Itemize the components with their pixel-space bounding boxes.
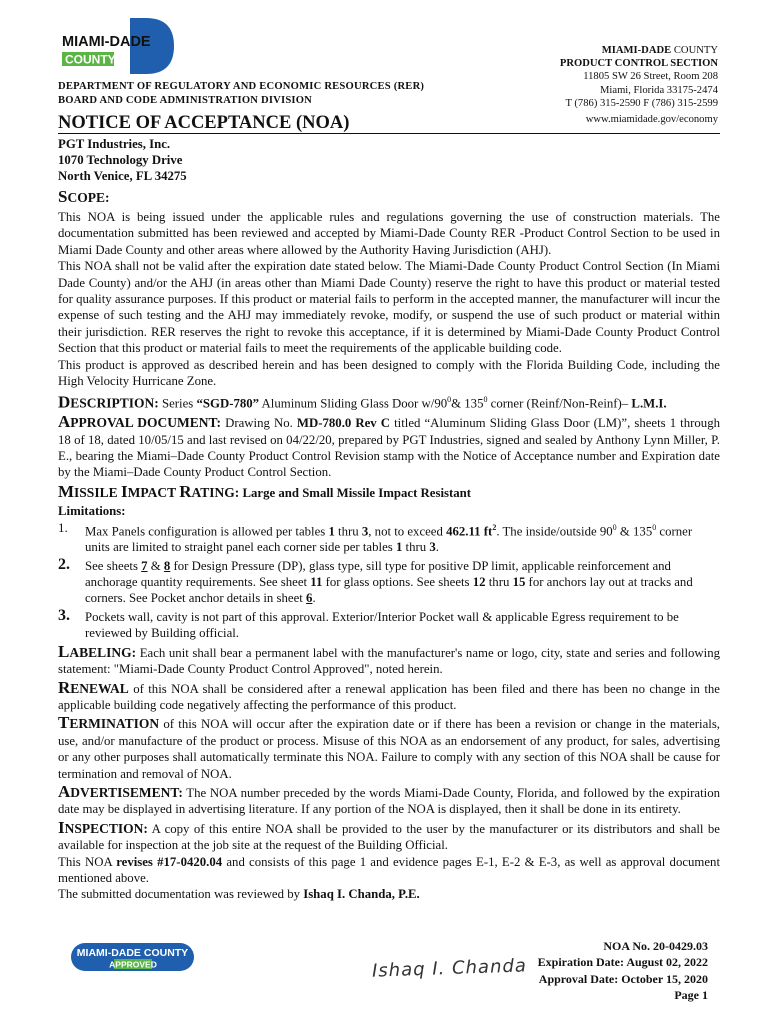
missile-rating: Large and Small Missile Impact Resistant (239, 485, 472, 500)
approved-stamp-logo (70, 942, 195, 972)
description-section: DESCRIPTION: Series “SGD-780” Aluminum Sliding Glass Door $w/90^0\&$ $135^0$ corner (Reinf/Non-Reinf)– L.M.I. (58, 392, 667, 412)
limitation-item-2: 2. See sheets 7 & 8 for Design Pressure (DP), glass type, sill type for positive DP limit, applicable reinforcement and anchorage quantity requirements. See sheet 11 for glass options. See sheets 12 thru 15 for anchors lay out at tracks and corners. See Pocket anchor details in sheet 6. (58, 555, 693, 606)
revision-note: This NOA revises #17-0420.04 and consists of this page 1 and evidence pages E-1, E-2 & E-3, as well as approval document mentioned above. (58, 854, 721, 885)
reviewer-note: The submitted documentation was reviewed by Ishaq I. Chanda, P.E. (58, 887, 420, 902)
termination-section: TERMINATION of this NOA will occur after the expiration date or if there has been a revision or change in the materials, use, and/or manufacture of the product or process. Misuse of this NOA as an endorsement of any product, for sales, advertising or any other purposes shall automatically terminate this NOA. Failure to comply with any section of this NOA shall be cause for termination and removal of NOA. (58, 713, 720, 781)
reviewer-name: Ishaq I. Chanda, P.E. (303, 887, 420, 902)
termination-text: of this NOA will occur after the expiration date or if there has been a revision or change in the materials, use, and/or manufacture of the product or process. Misuse of this NOA as an endorsement of any product, for sales, advertising or any other purposes shall automatically terminate this NOA. Failure to comply with any section of this NOA shall be cause for termination and removal of NOA. (58, 717, 720, 781)
approval-heading-cap: A (58, 412, 71, 432)
hdr-county-bold: MIAMI-DADE (601, 45, 672, 56)
reviewer-signature: Ishaq I. Chanda (371, 955, 528, 982)
miami-dade-logo (60, 16, 175, 78)
drawing-number: MD-780.0 Rev C (296, 416, 391, 431)
limitations-list (58, 520, 720, 642)
advertisement-text: The NOA number preceded by the words Miami-Dade County, Florida, and followed by the expiration date may be displayed in advertising literature. If any portion of the NOA is displayed, then it shall be done in its entirety. (58, 785, 720, 817)
scope-heading-rest: COPE: (67, 190, 110, 205)
department-header (58, 80, 424, 108)
limitation-item-3: 3. Pockets wall, cavity is not part of this approval. Exterior/Interior Pocket wall & applicable Egress requirement to be reviewed by Building official. (58, 606, 679, 641)
company-address (58, 136, 187, 184)
division-line: BOARD AND CODE ADMINISTRATION DIVISION (58, 95, 313, 106)
description-heading-rest: ESCRIPTION: (70, 395, 159, 411)
noa-footer (538, 938, 708, 1004)
logo-county-text: COUNTY (65, 52, 116, 67)
renewal-text: of this NOA shall be considered after a renewal application has been filed and there has been no change in the applicable building code negatively affecting the performance of this product. (58, 681, 720, 712)
approval-date: Approval Date: October 15, 2020 (538, 971, 708, 986)
product-control-header (560, 44, 718, 126)
company-street: 1070 Technology Drive (58, 153, 183, 167)
approval-section: APPROVAL DOCUMENT: Drawing No. MD-780.0 Rev C titled “Aluminum Sliding Glass Door (LM)”, sheets 1 through 18 of 18, dated 10/05/15 and last revised on 04/22/20, prepared by PGT Industries, signed and sealed by Anthony Lynn Miller, P. E., bearing the Miami–Dade County Product Control Revision stamp with the Notice of Acceptance number and Expiration date by the Miami–Dade County Product Control Section. (58, 412, 720, 480)
labeling-section: LABELING: Each unit shall bear a permanent label with the manufacturer's name or logo, city, state and series and following statement: "Miami-Dade County Product Control Approved", noted herein. (58, 641, 720, 677)
page-number: Page 1 (674, 988, 708, 1003)
scope-paragraph-3: This product is approved as described herein and has been designed to comply with the Florida Building Code, including the High Velocity Hurricane Zone. (58, 357, 720, 389)
noa-number: NOA No. 20-0429.03 (603, 939, 708, 953)
stamp-approved-text: APPROVED (109, 959, 157, 970)
hdr-city: Miami, Florida 33175-2474 (600, 84, 718, 96)
hdr-website: www.miamidade.gov/economy (585, 114, 718, 126)
missile-impact-section: MISSILE IMPACT RATING: Large and Small Missile Impact Resistant (58, 481, 472, 501)
title-rule (58, 133, 720, 134)
inspection-text: A copy of this entire NOA shall be provided to the user by the manufacturer or its distributors and shall be available for inspection at the job site at the request of the Building Official. (58, 821, 720, 853)
inspection-section: INSPECTION: A copy of this entire NOA shall be provided to the user by the manufacturer or its distributors and shall be available for inspection at the job site at the request of the Building Official. This NOA revises #17-0420.04 and consists of this page 1 and evidence pages E-1, E-2 & E-3, as well as approval document mentioned above. The submitted documentation was reviewed by Ishaq I. Chanda, P.E. (58, 817, 721, 902)
hdr-phone: T (786) 315-2590 F (786) 315-2599 (565, 97, 718, 109)
renewal-section: RENEWAL of this NOA shall be considered after a renewal application has been filed and there has been no change in the applicable building code negatively affecting the performance of this product. (58, 677, 720, 712)
noa-body (58, 187, 720, 903)
limitations-section (58, 503, 720, 642)
page-title: NOTICE OF ACCEPTANCE (NOA) (58, 113, 350, 133)
expiration-date: Expiration Date: August 02, 2022 (537, 955, 708, 970)
limitation-item-1: 1. Max Panels configuration is allowed per tables 1 thru 3, not to exceed 462.11 $ft^2$. The inside/outside $90^0$ & $135^0$ corner units are limited to straight panel each corner side per tables 1 thru 3. (58, 519, 693, 555)
hdr-street: 11805 SW 26 Street, Room 208 (583, 71, 718, 83)
dept-line: DEPARTMENT OF REGULATORY AND ECONOMIC RESOURCES (RER) (58, 81, 425, 92)
limitations-label: Limitations: (58, 504, 126, 519)
stamp-county-text: MIAMI-DADE COUNTY (76, 947, 189, 959)
company-name: PGT Industries, Inc. (58, 137, 171, 151)
scope-heading-cap: S (58, 187, 68, 206)
description-heading-cap: D (58, 392, 71, 412)
scope-section (58, 187, 720, 389)
hdr-county-rest: COUNTY (671, 45, 718, 56)
advertisement-section: ADVERTISEMENT: The NOA number preceded by the words Miami-Dade County, Florida, and followed by the expiration date may be displayed in advertising literature. If any portion of the NOA is displayed, then it shall be done in its entirety. (58, 781, 720, 817)
logo-miami-dade-text: MIAMI-DADE (62, 34, 151, 50)
labeling-text: Each unit shall bear a permanent label with the manufacturer's name or logo, city, state and series and following statement: "Miami-Dade County Product Control Approved", noted herein. (58, 645, 720, 677)
company-city: North Venice, FL 34275 (58, 169, 187, 183)
hdr-section: PRODUCT CONTROL SECTION (559, 58, 718, 70)
scope-paragraph-2: This NOA shall not be valid after the expiration date stated below. The Miami-Dade County Product Control Section (In Miami Dade County) and/or the AHJ (in areas other than Miami Dade County) reserve the right to have this product or material tested for quality assurance purposes. If this product or material fails to perform in the accepted manner, the manufacturer will incur the expense of such testing and the AHJ may immediately revoke, modify, or suspend the use of such product or material within their jurisdiction. RER reserves the right to revoke this acceptance, if it is determined by Miami-Dade County Product Control Section that this product or material fails to meet the requirements of the applicable building code. (58, 259, 720, 356)
scope-paragraph-1: This NOA is being issued under the applicable rules and regulations governing the use of construction materials. The documentation submitted has been reviewed and accepted by Miami-Dade County RER -Product Control Section to be used in Miami Dade County and other areas where allowed by the Authority Having Jurisdiction (AHJ). (58, 210, 720, 257)
approval-heading-rest: PPROVAL DOCUMENT: (70, 415, 222, 431)
